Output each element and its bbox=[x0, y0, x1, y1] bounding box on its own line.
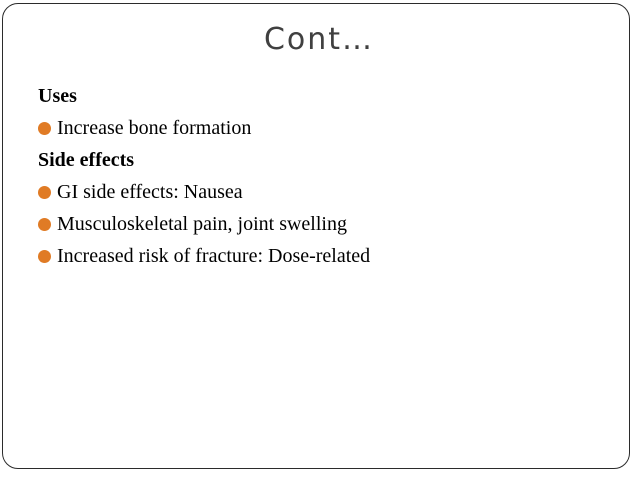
bullet-text: Increase bone formation bbox=[57, 117, 252, 139]
bullet-text: Increased risk of fracture: Dose-related bbox=[57, 245, 371, 267]
bullet-item bbox=[38, 208, 618, 240]
bullet-icon bbox=[38, 218, 51, 231]
bullet-text: GI side effects: Nausea bbox=[57, 181, 243, 203]
bullet-icon bbox=[38, 186, 51, 199]
bullet-text: Musculoskeletal pain, joint swelling bbox=[57, 213, 347, 235]
slide-title: Cont… bbox=[263, 22, 375, 57]
bullet-item bbox=[38, 240, 618, 272]
bullet-item bbox=[38, 112, 618, 144]
slide-content bbox=[38, 80, 618, 272]
bullet-icon bbox=[38, 122, 51, 135]
bullet-item bbox=[38, 176, 618, 208]
bullet-icon bbox=[38, 250, 51, 263]
section-heading-side-effects: Side effects bbox=[38, 149, 135, 171]
section-heading-uses: Uses bbox=[38, 85, 77, 107]
